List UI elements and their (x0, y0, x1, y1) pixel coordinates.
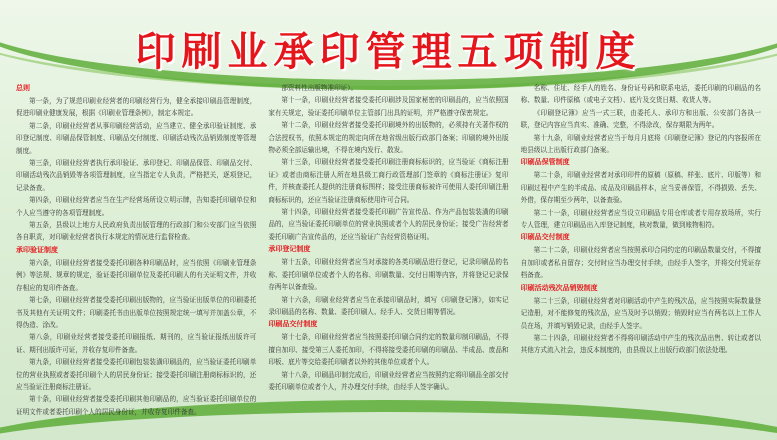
paragraph: 第十三条，印刷业经营者接受委托印刷注册商标标识的，应当验证《商标注册证》或者由商标注册人所在地县级工商行政管理部门签章的《商标注册证》复印件，并核查委托人提供的注册商标图样；接受注册商标被许可使用人委托印刷注册商标标识的，还应当验证注册商标使用许可合同。 (268, 158, 509, 204)
paragraph: 第十二条，印刷业经营者接受委托印刷境外的出版物的，必须持有关著作权的合法授权书，依照本规定的规定向所在地省级出版行政部门备案；印刷的境外出版物必须全部运输出境，不得在境内发行、散发。 (268, 121, 509, 155)
paragraph: 第二条，印刷业经营者从事印刷经营活动，应当建立、健全承印验证制度、承印登记制度、印刷品保管制度、印刷品交付制度、印刷活动残次品销毁制度等管理制度。 (16, 121, 257, 155)
paragraph: 名称、住址、经手人的姓名、身份证号码和联系电话，委托印刷的印刷品的名称、数量、印件原稿（或电子文档）、底片及交货日期、收货人等。 (520, 84, 761, 105)
section-heading: 承印登记制度 (268, 245, 311, 254)
section-heading: 印刷品交付制度 (268, 320, 318, 329)
section-heading: 总则 (16, 84, 30, 92)
column-right (521, 82, 761, 426)
paragraph: 第十条，印刷业经营者接受委托印刷其他印刷品的，应当验证委托印刷单位的证明文件或者委托印刷个人的居民身份证，并收存复印件备查。 (16, 395, 257, 416)
paragraph: 第十八条，印刷品印制完成后，印刷业经营者应当按照约定将印刷品全部交付委托印刷单位或者个人，并办理交付手续，由经手人签字确认。 (268, 370, 509, 391)
paragraph: 第十七条，印刷业经营者应当按照委托印刷合同约定的数量印制印刷品，不得擅自加印、接受第三人委托加印，不得将接受委托印刷的印刷品、半成品、废品和印板、底片等交给委托印刷者以外的其他单位或者个人。 (268, 333, 509, 367)
section-heading: 印刷品交付制度 (520, 233, 570, 242)
paragraph: 部资料性出版物准印证）。 (281, 84, 358, 92)
paragraph: 第四条，印刷业经营者应当在生产经营场所设立明示牌，告知委托印刷单位和个人应当遵守的各项管理制度。 (16, 196, 257, 217)
paragraph: 第十九条，印刷业经营者应当于每月月底将《印刷登记簿》登记的内容报所在地县级以上出版行政部门备案。 (520, 133, 761, 155)
paragraph: 第二十一条，印刷业经营者应当设立印刷品专用仓库或者专用存放场所，实行专人管理，建立印刷品出入库登记制度，核对数量，做到账物相符。 (520, 208, 761, 230)
paragraph: 第一条，为了规范印刷业经营者的印刷经营行为，健全承接印刷品管理制度，促进印刷业健康发展，根据《印刷业管理条例》，制定本规定。 (16, 97, 257, 118)
paragraph: 第十一条，印刷业经营者接受委托印刷涉及国家秘密的印刷品的，应当依照国家有关规定，验证委托印刷单位主管部门出具的证明，并严格遵守保密规定。 (268, 96, 509, 117)
paragraph: 第三条，印刷业经营者执行承印验证、承印登记、印刷品保管、印刷品交付、印刷活动残次品销毁等各项管理制度，应当指定专人负责，严格把关，逐项登记，记录备查。 (16, 159, 257, 192)
paragraph: 第十五条，印刷业经营者应当对承接的各类印刷品进行登记，记录印刷品的名称、委托印刷单位或者个人的名称、印刷数量、交付日期等内容，并将登记记录保存两年以备查验。 (268, 258, 509, 292)
paragraph: 第二十二条，印刷业经营者应当按照承印合同约定的印刷品数量交付，不得擅自加印或者私自留存；交付时应当办理交付手续，由经手人签字，并将交付凭证存档备查。 (520, 246, 761, 280)
paragraph: 第二十四条，印刷业经营者不得将印刷活动中产生的残次品出售、转让或者以其他方式流入社会，违反本制度的，由县级以上出版行政部门依法处理。 (520, 333, 761, 355)
paragraph: 第十六条，印刷业经营者应当在承接印刷品时，填写《印刷登记簿》，如实记录印刷品的名称、数量、委托印刷人、经手人、交货日期等情况。 (268, 295, 509, 316)
paragraph: 第二十三条，印刷业经营者对印刷活动中产生的残次品，应当按照实际数量登记造册，对不能修复的残次品，应当及时予以销毁；销毁时应当有两名以上工作人员在场，并填写销毁记录，由经手人签字。 (520, 296, 761, 330)
paragraph: 第七条，印刷业经营者接受委托印刷出版物的，应当验证出版单位的印刷委托书及其他有关证明文件；印刷委托书由出版单位按照规定统一填写并加盖公章，不得伪造、涂改。 (16, 296, 257, 329)
section-heading: 印刷活动残次品销毁制度 (520, 283, 598, 292)
paragraph: 第八条，印刷业经营者接受委托印刷报纸、期刊的，应当验证报纸出版许可证、期刊出版许可证，并收存复印件备查。 (16, 333, 257, 354)
paragraph: 《印刷登记簿》应当一式三联，由委托人、承印方和出版、公安部门各执一联，登记内容应当真实、准确、完整，不得涂改，保存期限为两年。 (520, 108, 761, 130)
paragraph: 第二十条，印刷业经营者对承印印件的原稿（原稿、样张、底片、印版等）和印刷过程中产生的半成品、成品及印刷品样本，应当妥善保管，不得损毁、丢失、外借，保存期至少两年，以备查验。 (520, 171, 761, 205)
paragraph: 第九条，印刷业经营者接受委托印刷包装装潢印刷品的，应当验证委托印刷单位的营业执照或者委托印刷个人的居民身份证；接受委托印刷注册商标标识的，还应当验证注册商标注册证。 (16, 358, 257, 391)
column-middle (268, 82, 508, 426)
paragraph: 第十四条，印刷业经营者接受委托印刷广告宣传品、作为产品包装装潢的印刷品的，应当验证委托印刷单位的营业执照或者个人的居民身份证；接受广告经营者委托印刷广告宣传品的，还应当验证广告经营资格证明。 (268, 208, 509, 241)
text-columns (16, 82, 761, 426)
poster-title: 印刷业承印管理五项制度 (135, 29, 642, 75)
paragraph: 第六条，印刷业经营者接受委托印刷各种印刷品时，应当依照《印刷业管理条例》等法规、规章的规定，验证委托印刷单位及委托印刷人的有关证明文件，并收存相应的复印件备查。 (16, 258, 257, 292)
paragraph: 第五条，县级以上地方人民政府负责出版管理的行政部门和公安部门应当依照各自职责，对印刷业经营者执行本规定的情况进行监督检查。 (16, 221, 257, 242)
section-heading: 承印验证制度 (16, 245, 58, 254)
column-left (16, 82, 256, 426)
section-heading: 印刷品保管制度 (520, 158, 570, 167)
